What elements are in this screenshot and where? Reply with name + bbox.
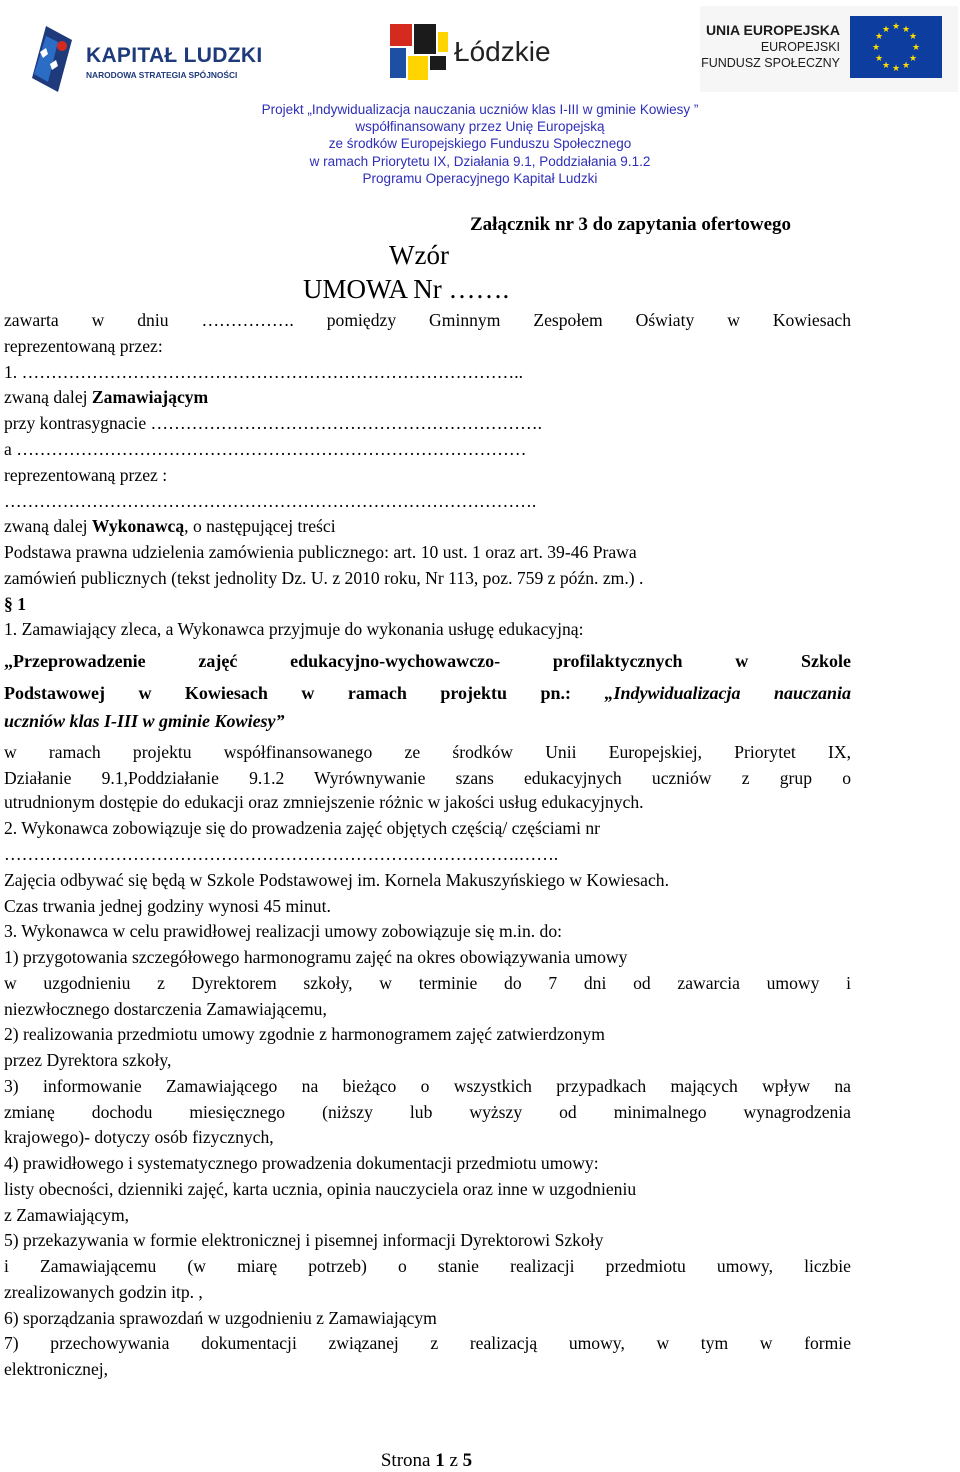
classes-location-line: Zajęcia odbywać się będą w Szkole Podstawowej im. Kornela Makuszyńskiego w Kowiesach.	[4, 870, 669, 890]
page-prefix: Strona	[380, 1450, 436, 1471]
svg-text:★: ★	[881, 25, 891, 35]
contractor-name: Wykonawcą	[91, 516, 185, 536]
cofinancing-line1: w ramach projektu współfinansowanego ze środków Unii Europejskiej, Priorytet IX,	[4, 742, 851, 762]
ordering-party-line	[4, 385, 851, 411]
class-duration-line: Czas trwania jednej godziny wynosi 45 minut.	[4, 896, 331, 916]
obligation-7-line2: elektronicznej,	[4, 1359, 109, 1379]
kapital-ludzki-logo	[28, 18, 268, 96]
service-name-line2	[4, 681, 851, 707]
svg-text:★: ★	[908, 32, 918, 42]
clause-1-intro: 1. Zamawiający zleca, a Wykonawca przyjmuje do wykonania usługę edukacyjną:	[4, 619, 584, 639]
project-header	[0, 101, 960, 187]
eu-line3: FUNDUSZ SPOŁECZNY	[701, 56, 840, 70]
countersignature-line: przy kontrasygnacie ………………………………………………………….	[4, 413, 543, 433]
contractor-represented-label: reprezentowaną przez :	[4, 465, 168, 485]
ordering-party-name: Zamawiającym	[91, 387, 209, 407]
document-title-umowa: UMOWA Nr …….	[303, 274, 510, 304]
document-title-wzor: Wzór	[389, 240, 449, 270]
obligation-4-line2: listy obecności, dzienniki zajęć, karta ucznia, opinia nauczyciela oraz inne w uzgodnieniu	[4, 1179, 637, 1199]
cofinancing-line3: utrudnionym dostępie do edukacji oraz zmniejszenie różnic w jakości usług edukacyjnych.	[4, 792, 644, 812]
project-name-end: uczniów klas I-III w gminie Kowiesy”	[4, 711, 285, 731]
eu-line1: UNIA EUROPEJSKA	[705, 22, 840, 38]
obligation-1-line1: 1) przygotowania szczegółowego harmonogramu zajęć na okres obowiązywania umowy	[4, 947, 628, 967]
obligation-2-line2: przez Dyrektora szkoły,	[4, 1050, 172, 1070]
svg-text:★: ★	[871, 43, 881, 53]
obligation-5-line3: zrealizowanych godzin itp. ,	[4, 1282, 203, 1302]
representative-1-line: 1. …………………………………………………………………………..	[4, 362, 524, 382]
project-header-line1: Projekt „Indywidualizacja nauczania uczniów klas I-III w gminie Kowiesy ”	[261, 102, 699, 117]
represented-by-label: reprezentowaną przez:	[4, 336, 163, 356]
clause-3-intro: 3. Wykonawca w celu prawidłowej realizacji umowy zobowiązuje się m.in. do:	[4, 921, 563, 941]
eu-logo	[700, 6, 958, 92]
project-header-line3: ze środków Europejskiego Funduszu Społecznego	[328, 136, 632, 152]
clause-2-parts-line: …………………………………………………………………………….…….	[4, 844, 559, 864]
svg-text:★: ★	[908, 54, 918, 64]
service-name-prefix: Podstawowej w Kowiesach w ramach projektu pn.:	[4, 683, 605, 703]
obligation-3-line1: 3) informowanie Zamawiającego na bieżąco o wszystkich przypadkach mających wpływ na	[4, 1076, 851, 1096]
lodzkie-emblem	[388, 22, 450, 84]
legal-basis-line2: zamówień publicznych (tekst jednolity Dz. U. z 2010 roku, Nr 113, poz. 759 z późn. zm.) .	[4, 568, 644, 588]
current-page: 1	[435, 1450, 445, 1471]
svg-text:★: ★	[891, 64, 901, 74]
contract-date-line: zawarta w dniu ……………. pomiędzy Gminnym Zespołem Oświaty w Kowiesach	[4, 310, 851, 330]
obligation-6-line: 6) sporządzania sprawozdań w uzgodnieniu z Zamawiającym	[4, 1308, 437, 1328]
obligation-3-line3: krajowego)- dotyczy osób fizycznych,	[4, 1127, 274, 1147]
svg-text:★: ★	[911, 43, 921, 53]
legal-basis-line1: Podstawa prawna udzielenia zamówienia publicznego: art. 10 ust. 1 oraz art. 39-46 Prawa	[4, 542, 637, 562]
project-header-line5: Programu Operacyjnego Kapitał Ludzki	[362, 170, 598, 186]
obligation-1-line3: niezwłocznego dostarczenia Zamawiającemu,	[4, 999, 327, 1019]
svg-text:★: ★	[901, 25, 911, 35]
project-header-line2: współfinansowany przez Unię Europejską	[355, 119, 605, 135]
contractor-prefix: zwaną dalej	[4, 516, 92, 536]
ordering-party-prefix: zwaną dalej	[4, 387, 92, 407]
contractor-representative-line: ……………………………………………………………………………….	[4, 491, 537, 511]
kapital-ludzki-name: KAPITAŁ LUDZKI	[86, 44, 263, 67]
obligation-2-line1: 2) realizowania przedmiotu umowy zgodnie z harmonogramem zajęć zatwierdzonym	[4, 1024, 605, 1044]
total-pages: 5	[462, 1450, 473, 1471]
obligation-4-line1: 4) prawidłowego i systematycznego prowadzenia dokumentacji przedmiotu umowy:	[4, 1153, 599, 1173]
obligation-4-line3: z Zamawiającym,	[4, 1205, 130, 1225]
cofinancing-line2: Działanie 9.1,Poddziałanie 9.1.2 Wyrównywanie szans edukacyjnych uczniów z grup o	[4, 768, 851, 788]
project-name-start: „Indywidualizacja nauczania	[604, 683, 852, 703]
obligation-3-line2: zmianę dochodu miesięcznego (niższy lub wyższy od minimalnego wynagrodzenia	[4, 1102, 851, 1122]
project-header-line4: w ramach Priorytetu IX, Działania 9.1, Poddziałania 9.1.2	[309, 153, 651, 169]
obligation-1-line2: w uzgodnieniu z Dyrektorem szkoły, w terminie do 7 dni od zawarcia umowy i	[4, 973, 851, 993]
section-paragraph-1: § 1	[4, 594, 26, 614]
page-separator: z	[444, 1450, 463, 1471]
lodzkie-name: Łódzkie	[454, 36, 551, 67]
svg-text:★: ★	[891, 22, 901, 32]
page-number-footer	[0, 1450, 853, 1472]
eu-line2: EUROPEJSKI	[760, 40, 840, 54]
clause-2-line: 2. Wykonawca zobowiązuje się do prowadzenia zajęć objętych częścią/ częściami nr	[4, 818, 601, 838]
contractor-line: a ……………………………………………………………………………	[4, 439, 527, 459]
lodzkie-logo	[388, 22, 558, 84]
svg-text:★: ★	[881, 61, 891, 71]
svg-text:★: ★	[874, 54, 884, 64]
kapital-ludzki-subtitle: NARODOWA STRATEGIA SPÓJNOŚCI	[86, 70, 238, 80]
eu-flag-icon	[850, 16, 942, 78]
contractor-suffix: , o następującej treści	[184, 516, 336, 536]
attachment-label: Załącznik nr 3 do zapytania ofertowego	[470, 214, 792, 235]
svg-text:★: ★	[901, 61, 911, 71]
obligation-7-line1: 7) przechowywania dokumentacji związanej z realizacją umowy, w tym w formie	[4, 1333, 851, 1353]
service-name-line1: „Przeprowadzenie zajęć edukacyjno-wychowawczo- profilaktycznych w Szkole	[4, 651, 851, 671]
obligation-5-line2: i Zamawiającemu (w miarę potrzeb) o stanie realizacji przedmiotu umowy, liczbie	[4, 1256, 851, 1276]
svg-text:★: ★	[874, 32, 884, 42]
contractor-name-line	[4, 514, 851, 540]
obligation-5-line1: 5) przekazywania w formie elektronicznej i pisemnej informacji Dyrektorowi Szkoły	[4, 1230, 604, 1250]
